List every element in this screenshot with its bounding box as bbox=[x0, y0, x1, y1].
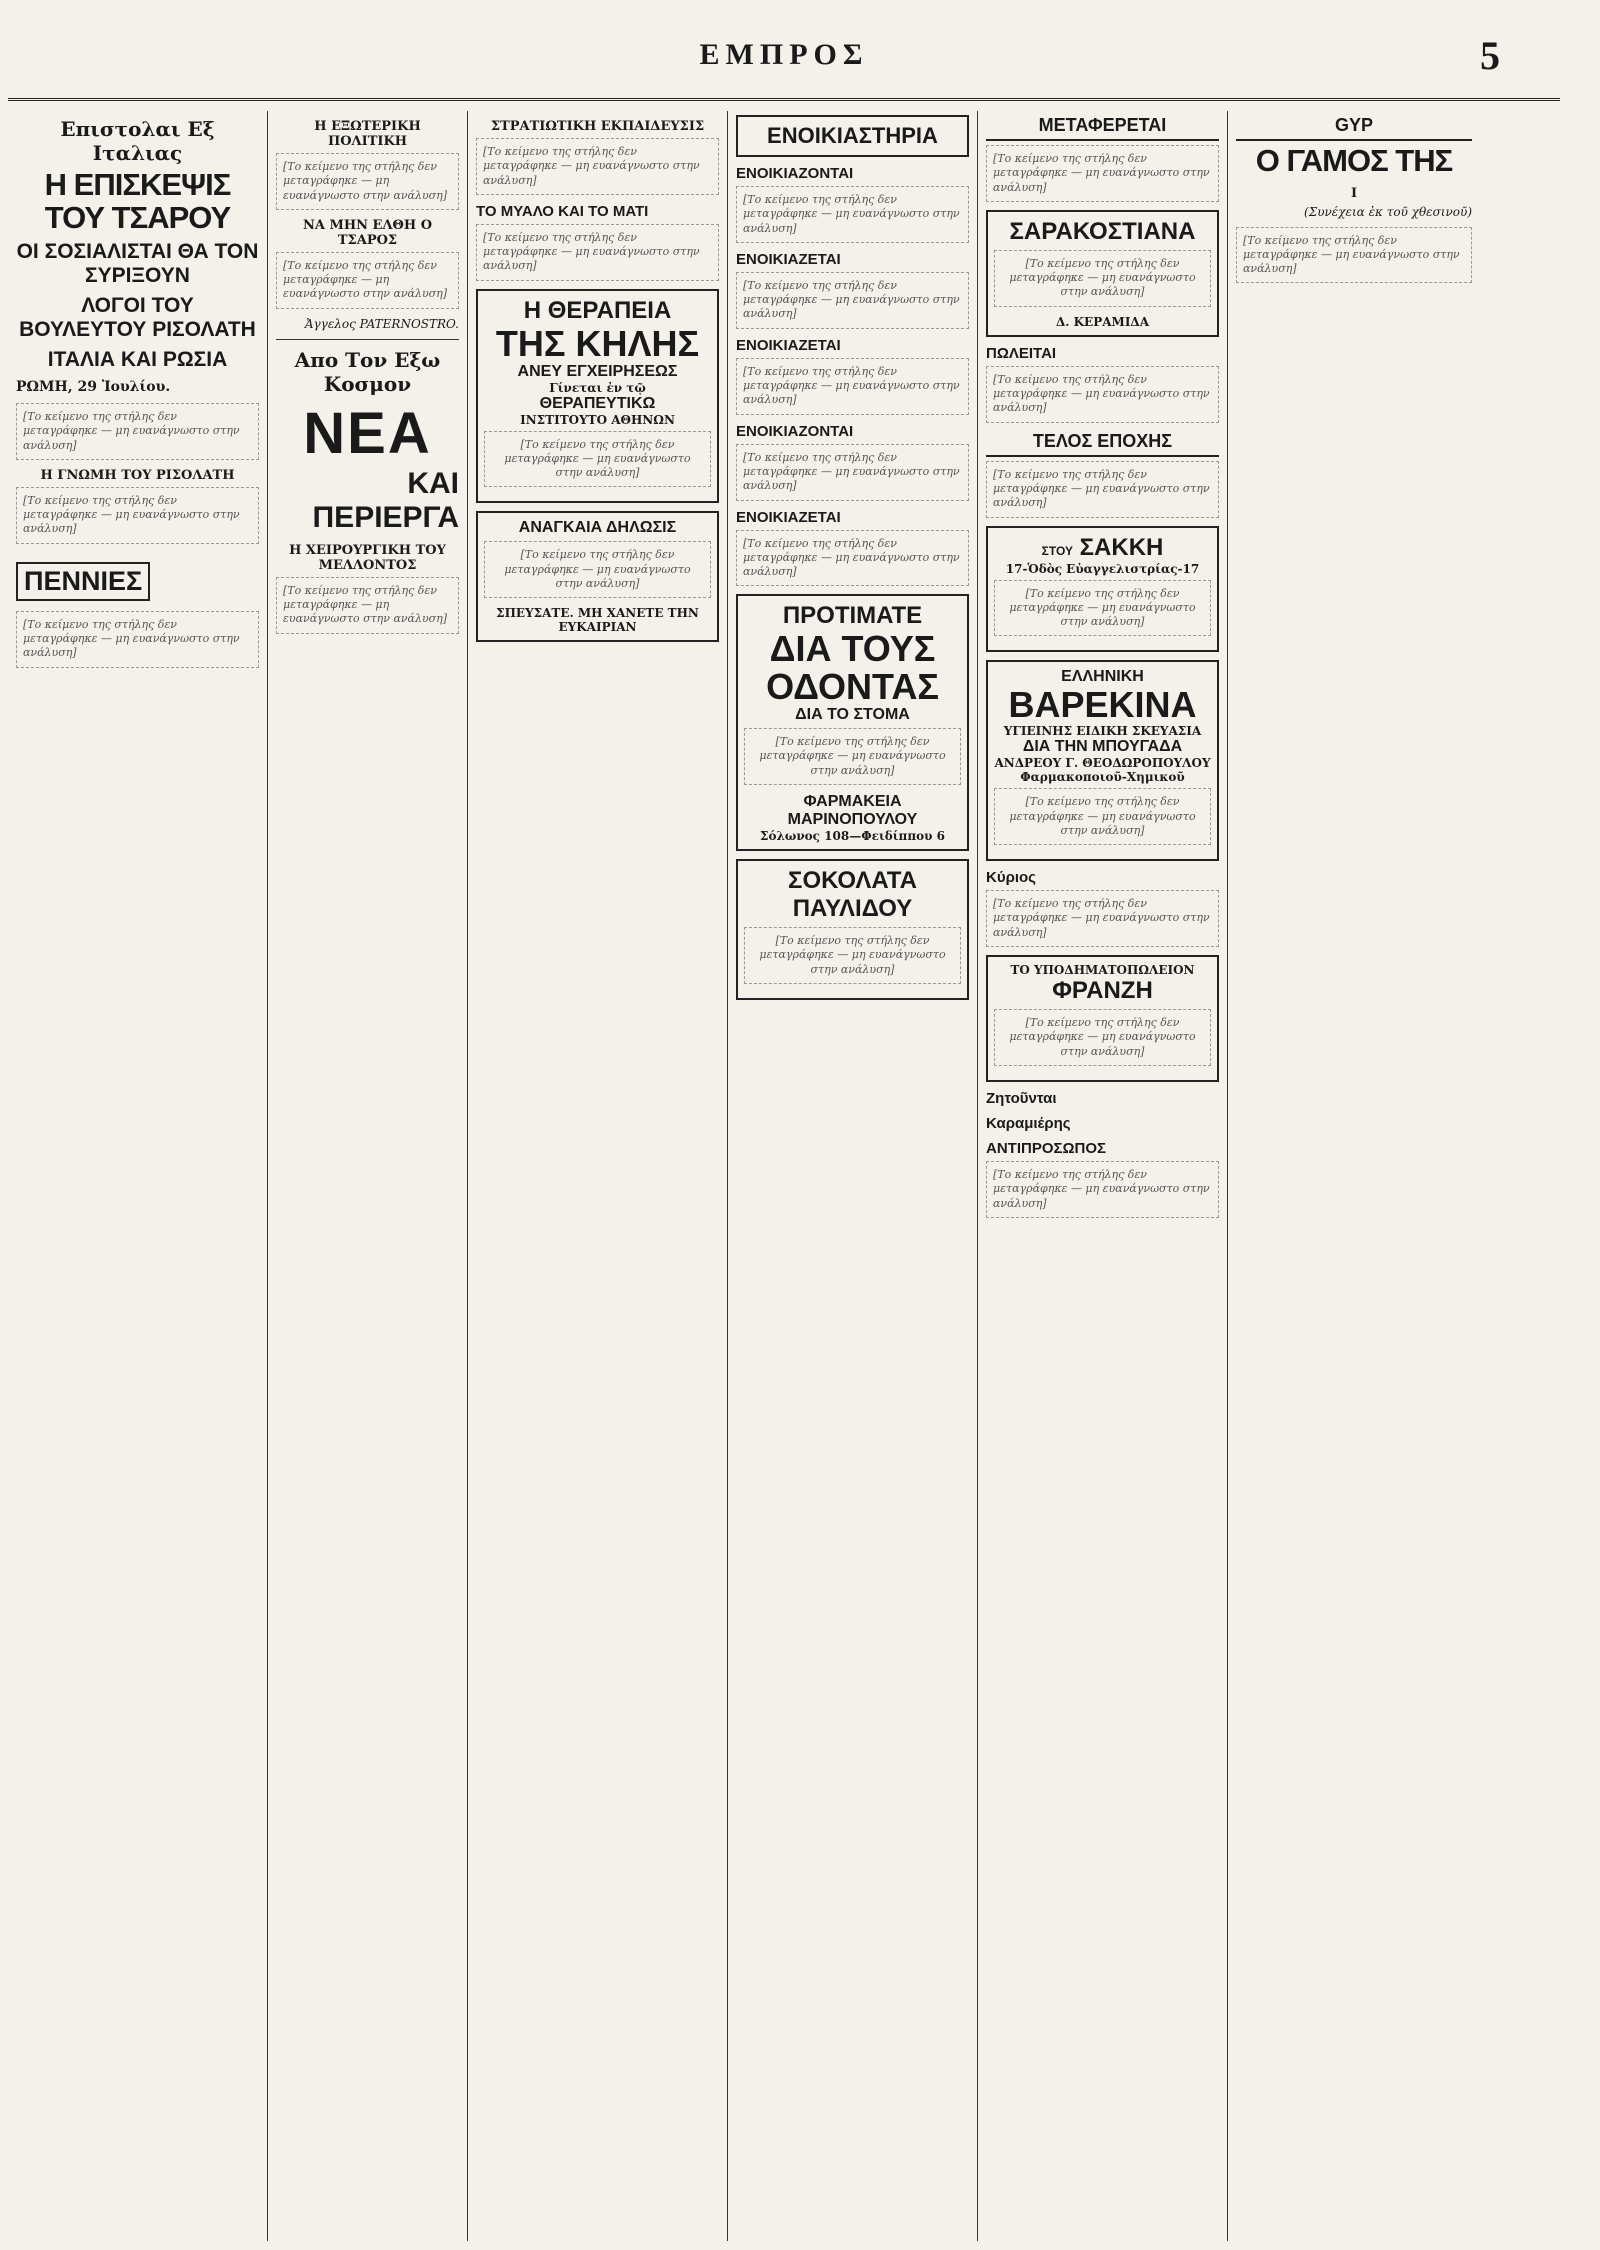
unread-text: [Το κείμενο της στήλης δεν μεταγράφηκε — μη ευανάγνωστο στην ανάλυση] bbox=[484, 541, 711, 598]
surgery-future-subhead: Η ΧΕΙΡΟΥΡΓΙΚΗ ΤΟΥ ΜΕΛΛΟΝΤΟΣ bbox=[289, 542, 446, 573]
outside-world-kicker: Απο Τον Εξω Κοσμον bbox=[294, 347, 441, 396]
unread-text: [Το κείμενο της στήλης δεν μεταγράφηκε — μη ευανάγνωστο στην ανάλυση] bbox=[476, 224, 719, 281]
serial-continued: (Συνέχεια ἐκ τοῦ χθεσινοῦ) bbox=[1304, 204, 1472, 219]
serial-part: Ι bbox=[1350, 185, 1358, 201]
unread-text: [Το κείμενο της στήλης δεν μεταγράφηκε — μη ευανάγνωστο στην ανάλυση] bbox=[986, 145, 1219, 202]
column-2 bbox=[268, 111, 468, 2241]
risolati-opinion-subhead: Η ΓΝΩΜΗ ΤΟΥ ΡΙΣΟΛΑΤΗ bbox=[40, 467, 235, 483]
column-5 bbox=[978, 111, 1228, 2241]
wanted-title: Ζητοῦνται bbox=[986, 1089, 1057, 1107]
unread-text: [Το κείμενο της στήλης δεν μεταγράφηκε — μη ευανάγνωστο στην ανάλυση] bbox=[994, 788, 1211, 845]
rental-ad-title: ΕΝΟΙΚΙΑΖΕΤΑΙ bbox=[736, 508, 841, 526]
representative-title: ΑΝΤΙΠΡΟΣΩΠΟΣ bbox=[986, 1139, 1107, 1157]
tsar-should-not-come-subhead: ΝΑ ΜΗΝ ΕΛΘΗ Ο ΤΣΑΡΟΣ bbox=[302, 217, 433, 248]
masthead-title: ΕΜΠΡΟΣ bbox=[699, 38, 869, 71]
unread-text: [Το κείμενο της στήλης δεν μεταγράφηκε — μη ευανάγνωστο στην ανάλυση] bbox=[986, 1161, 1219, 1218]
pennies-section-header: ΠΕΝΝΙΕΣ bbox=[16, 562, 150, 601]
lent-foods-ad: ΣΑΡΑΚΟΣΤΙΑΝΑ [Το κείμενο της στήλης δεν μεταγράφηκε — μη ευανάγνωστο στην ανάλυση] Δ. ΚΕΡΑΜΙΔΑ bbox=[986, 210, 1219, 337]
unread-text: [Το κείμενο της στήλης δεν μεταγράφηκε — μη ευανάγνωστο στην ανάλυση] bbox=[986, 366, 1219, 423]
unread-text: [Το κείμενο της στήλης δεν μεταγράφηκε — μη ευανάγνωστο στην ανάλυση] bbox=[986, 461, 1219, 518]
chocolate-ad: ΣΟΚΟΛΑΤΑ ΠΑΥΛΙΔΟΥ [Το κείμενο της στήλης δεν μεταγράφηκε — μη ευανάγνωστο στην ανάλυση] bbox=[736, 859, 969, 1000]
hernia-clinic-ad: Η ΘΕΡΑΠΕΙΑ ΤΗΣ ΚΗΛΗΣ ΑΝΕΥ ΕΓΧΕΙΡΗΣΕΩΣ Γίνεται ἐν τῷ ΘΕΡΑΠΕΥΤΙΚΩ ΙΝΣΤΙΤΟΥΤΟ ΑΘΗΝΩΝ [Το κείμενο της στήλης δεν μεταγράφηκε — μη ευανάγνωστο στην ανάλυση] bbox=[476, 289, 719, 504]
unread-text: [Το κείμενο της στήλης δεν μεταγράφηκε — μη ευανάγνωστο στην ανάλυση] bbox=[276, 577, 459, 634]
unread-text: [Το κείμενο της στήλης δεν μεταγράφηκε — μη ευανάγνωστο στην ανάλυση] bbox=[16, 487, 259, 544]
rental-ad-title: ΕΝΟΙΚΙΑΖΟΝΤΑΙ bbox=[736, 165, 854, 182]
column-3 bbox=[468, 111, 728, 2241]
column-1 bbox=[8, 111, 268, 2241]
karamierris-title: Καραμιέρης bbox=[986, 1114, 1071, 1132]
military-training-subhead: ΣΤΡΑΤΙΩΤΙΚΗ ΕΚΠΑΙΔΕΥΣΙΣ bbox=[490, 119, 705, 134]
unread-text: [Το κείμενο της στήλης δεν μεταγράφηκε — μη ευανάγνωστο στην ανάλυση] bbox=[736, 358, 969, 415]
unread-text: [Το κείμενο της στήλης δεν μεταγράφηκε — μη ευανάγνωστο στην ανάλυση] bbox=[736, 186, 969, 243]
socialists-deck: ΟΙ ΣΟΣΙΑΛΙΣΤΑΙ ΘΑ ΤΟΝ ΣΥΡΙΞΟΥΝ bbox=[16, 240, 259, 288]
page-number: 5 bbox=[1480, 33, 1500, 78]
divider bbox=[276, 339, 459, 340]
brain-eye-subhead: ΤΟ ΜΥΑΛΟ ΚΑΙ ΤΟ ΜΑΤΙ bbox=[476, 202, 649, 220]
unread-text: [Το κείμενο της στήλης δεν μεταγράφηκε — μη ευανάγνωστο στην ανάλυση] bbox=[736, 272, 969, 329]
masthead bbox=[8, 18, 1560, 101]
rental-ad-title: ΕΝΟΙΚΙΑΖΕΤΑΙ bbox=[736, 250, 841, 268]
column-4 bbox=[728, 111, 978, 2241]
rental-ad-title: ΕΝΟΙΚΙΑΖΕΤΑΙ bbox=[736, 336, 841, 354]
unread-text: [Το κείμενο της στήλης δεν μεταγράφηκε — μη ευανάγνωστο στην ανάλυση] bbox=[744, 728, 961, 785]
column-6 bbox=[1228, 111, 1480, 2241]
unread-text: [Το κείμενο της στήλης δεν μεταγράφηκε — μη ευανάγνωστο στην ανάλυση] bbox=[744, 927, 961, 984]
serial-author: GYP bbox=[1236, 115, 1472, 141]
unread-text: [Το κείμενο της στήλης δεν μεταγράφηκε — μη ευανάγνωστο στην ανάλυση] bbox=[1236, 227, 1472, 284]
curiosities-headline: ΚΑΙ ΠΕΡΙΕΡΓΑ bbox=[312, 466, 459, 534]
unread-text: [Το κείμενο της στήλης δεν μεταγράφηκε — μη ευανάγνωστο στην ανάλυση] bbox=[986, 890, 1219, 947]
serial-title: Ο ΓΑΜΟΣ ΤΗΣ bbox=[1255, 143, 1453, 178]
unread-text: [Το κείμενο της στήλης δεν μεταγράφηκε — μη ευανάγνωστο στην ανάλυση] bbox=[476, 138, 719, 195]
dateline: ΡΩΜΗ, 29 Ἰουλίου. bbox=[16, 379, 171, 396]
kyrios-title: Κύριος bbox=[986, 869, 1036, 887]
tooth-powder-ad: ΠΡΟΤΙΜΑΤΕ ΔΙΑ ΤΟΥΣ ΟΔΟΝΤΑΣ ΔΙΑ ΤΟ ΣΤΟΜΑ [Το κείμενο της στήλης δεν μεταγράφηκε — μη ευανάγνωστο στην ανάλυση] ΦΑΡΜΑΚΕΙΑ ΜΑΡΙΝΟΠΟΥΛΟΥ Σόλωνος 108—Φειδίππου 6 bbox=[736, 594, 969, 850]
risolati-deck: ΛΟΓΟΙ ΤΟΥ ΒΟΥΛΕΥΤΟΥ ΡΙΣΟΛΑΤΗ bbox=[19, 294, 256, 342]
relocation-header: ΜΕΤΑΦΕΡΕΤΑΙ bbox=[986, 115, 1219, 141]
unread-text: [Το κείμενο της στήλης δεν μεταγράφηκε — μη ευανάγνωστο στην ανάλυση] bbox=[994, 580, 1211, 637]
rentals-header: ΕΝΟΙΚΙΑΣΤΗΡΙΑ bbox=[736, 115, 969, 157]
unread-text: [Το κείμενο της στήλης δεν μεταγράφηκε — μη ευανάγνωστο στην ανάλυση] bbox=[16, 611, 259, 668]
news-headline: ΝΕΑ bbox=[303, 400, 432, 466]
franzi-ad: ΤΟ ΥΠΟΔΗΜΑΤΟΠΩΛΕΙΟΝ ΦΡΑΝΖΗ [Το κείμενο της στήλης δεν μεταγράφηκε — μη ευανάγνωστο στην ανάλυση] bbox=[986, 955, 1219, 1082]
foreign-policy-subhead: Η ΕΞΩΤΕΡΙΚΗ ΠΟΛΙΤΙΚΗ bbox=[314, 119, 421, 149]
unread-text: [Το κείμενο της στήλης δεν μεταγράφηκε — μη ευανάγνωστο στην ανάλυση] bbox=[736, 530, 969, 587]
unread-text: [Το κείμενο της στήλης δεν μεταγράφηκε — μη ευανάγνωστο στην ανάλυση] bbox=[484, 431, 711, 488]
season-end-header: ΤΕΛΟΣ ΕΠΟΧΗΣ bbox=[986, 431, 1219, 457]
italy-russia-deck: ΙΤΑΛΙΑ ΚΑΙ ΡΩΣΙΑ bbox=[47, 348, 228, 372]
letters-from-italy-kicker: Επιστολαι Εξ Ιταλιας bbox=[60, 117, 215, 165]
unread-text: [Το κείμενο της στήλης δεν μεταγράφηκε — μη ευανάγνωστο στην ανάλυση] bbox=[994, 250, 1211, 307]
columns bbox=[8, 111, 1560, 2241]
notice-ad: ΑΝΑΓΚΑΙΑ ΔΗΛΩΣΙΣ [Το κείμενο της στήλης δεν μεταγράφηκε — μη ευανάγνωστο στην ανάλυση] ΣΠΕΥΣΑΤΕ. ΜΗ ΧΑΝΕΤΕ ΤΗΝ ΕΥΚΑΙΡΙΑΝ bbox=[476, 511, 719, 642]
unread-text: [Το κείμενο της στήλης δεν μεταγράφηκε — μη ευανάγνωστο στην ανάλυση] bbox=[276, 153, 459, 210]
unread-text: [Το κείμενο της στήλης δεν μεταγράφηκε — μη ευανάγνωστο στην ανάλυση] bbox=[276, 252, 459, 309]
rental-ad-title: ΕΝΟΙΚΙΑΖΟΝΤΑΙ bbox=[736, 422, 854, 440]
unread-text: [Το κείμενο της στήλης δεν μεταγράφηκε — μη ευανάγνωστο στην ανάλυση] bbox=[994, 1009, 1211, 1066]
sakki-ad: ΣΤΟΥ ΣΑΚΚΗ 17-Ὁδὸς Εὐαγγελιστρίας-17 [Το κείμενο της στήλης δεν μεταγράφηκε — μη ευανάγνωστο στην ανάλυση] bbox=[986, 526, 1219, 653]
tsar-visit-headline: Η ΕΠΙΣΚΕΨΙΣ ΤΟΥ ΤΣΑΡΟΥ bbox=[44, 167, 231, 235]
author-signature: Ἀγγελος PATERNOSTRO. bbox=[304, 316, 459, 331]
unread-text: [Το κείμενο της στήλης δεν μεταγράφηκε — μη ευανάγνωστο στην ανάλυση] bbox=[736, 444, 969, 501]
unread-text: [Το κείμενο της στήλης δεν μεταγράφηκε — μη ευανάγνωστο στην ανάλυση] bbox=[16, 403, 259, 460]
varekina-ad: ΕΛΛΗΝΙΚΗ ΒΑΡΕΚΙΝΑ ΥΓΙΕΙΝΗΣ ΕΙΔΙΚΗ ΣΚΕΥΑΣΙΑ ΔΙΑ ΤΗΝ ΜΠΟΥΓΑΔΑ ΑΝΔΡΕΟΥ Γ. ΘΕΟΔΩΡΟΠΟΥΛΟΥ Φαρμακοποιοῦ-Χημικοῦ [Το κείμενο της στήλης δεν μεταγράφηκε — μη ευανάγνωστο στην ανάλυση] bbox=[986, 660, 1219, 861]
for-sale-title: ΠΩΛΕΙΤΑΙ bbox=[986, 344, 1057, 362]
